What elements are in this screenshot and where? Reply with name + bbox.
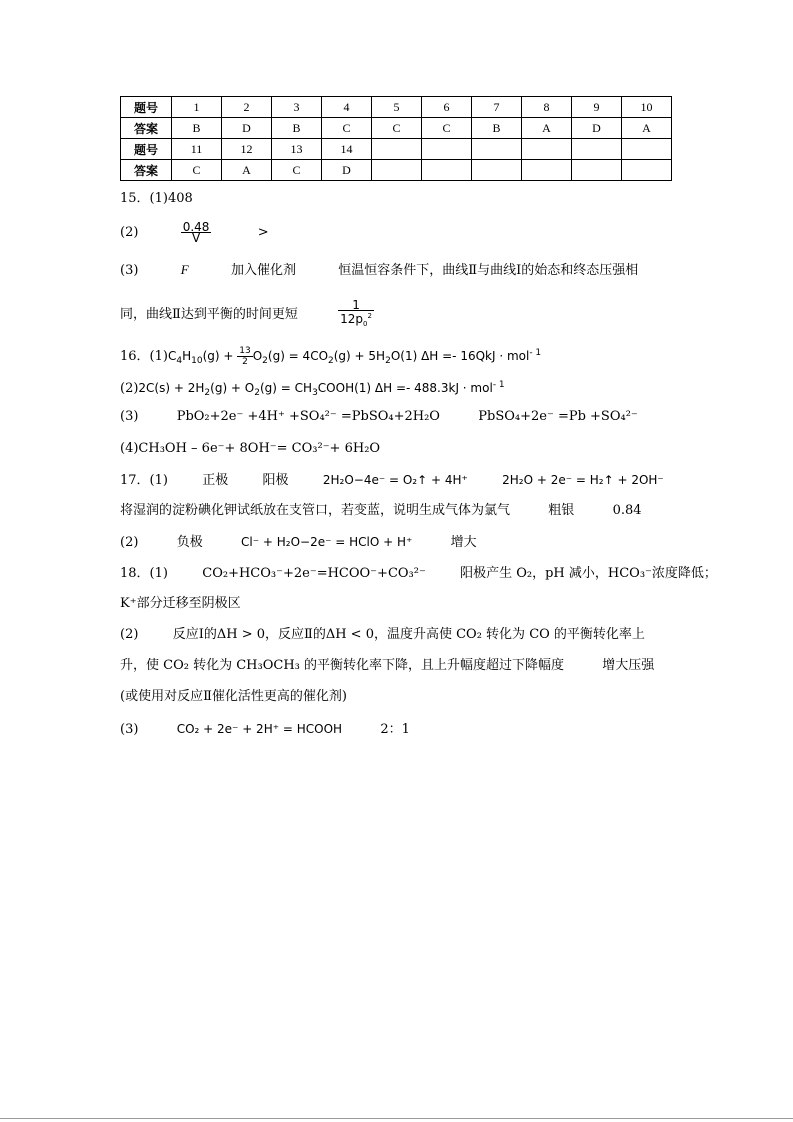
question-number: [472, 139, 522, 160]
q16-thermo-equation-1: $C_4H_{10}(g)$ + $\frac{13}{2}$ $O_2(g) = 4CO_2(g) + 5H_2O(1) \Delta H =- 16QkJ \cdot mol^{- 1}$: [167, 346, 542, 367]
answer-cell: B: [472, 118, 522, 139]
q17-part2-label: (2): [120, 535, 139, 550]
q18-part1-line2: K⁺部分迁移至阴极区: [120, 596, 241, 611]
q16-part2: [120, 376, 505, 402]
answer-cell: [422, 160, 472, 181]
q18-explanation-2: 反应Ⅰ的ΔH > 0，反应Ⅱ的ΔH < 0，温度升高使 CO₂ 转化为 CO 的平衡转化率上: [172, 627, 645, 642]
question-number: 4: [322, 97, 372, 118]
question-number: 10: [622, 97, 672, 118]
answer-cell: B: [172, 118, 222, 139]
q16-thermo-equation-2: $2C(s) + 2H_2(g) + O_2(g)$ = $CH_3COOH(1) \Delta H =- 488.3kJ \cdot mol^{- 1}$: [138, 380, 505, 398]
q18-equation-1: CO₂+HCO₃⁻+2e⁻=HCOO⁻+CO₃²⁻: [202, 566, 426, 581]
answer-cell: B: [272, 118, 322, 139]
question-number: 11: [172, 139, 222, 160]
row-label-question: 题号: [121, 139, 172, 160]
question-number: 6: [422, 97, 472, 118]
q18-part2-line3: (或使用对反应Ⅱ催化活性更高的催化剂): [120, 689, 347, 704]
answer-cell: D: [322, 160, 372, 181]
q16-part3-label: (3): [120, 409, 139, 424]
table-row-numbers-1: [121, 97, 672, 118]
question-number: [572, 139, 622, 160]
question-number: 7: [472, 97, 522, 118]
answer-cell: [372, 160, 422, 181]
q18-part1-label: 18．(1): [120, 566, 168, 581]
q17-part1: [120, 471, 664, 490]
table-row-numbers-2: [121, 139, 672, 160]
answer-cell: C: [372, 118, 422, 139]
q18-part1: [120, 565, 717, 583]
table-row-answers-1: [121, 118, 672, 139]
question-number: [622, 139, 672, 160]
q18-explanation-1: 阳极产生 O₂，pH 减小，HCO₃⁻浓度降低；: [460, 566, 717, 581]
q17-part1-label: 17．(1): [120, 473, 168, 488]
q16-part4: (4)CH₃OH – 6e⁻+ 8OH⁻= CO₃²⁻+ 6H₂O: [120, 441, 381, 456]
q16-part2-label: (2): [120, 381, 139, 396]
q16-electrode-equation-1: PbO₂+2e⁻ +4H⁺ +SO₄²⁻ =PbSO₄+2H₂O: [176, 409, 440, 424]
q15-part3-label: (3): [120, 263, 139, 278]
q17-answer-increase: 增大: [450, 535, 477, 550]
answer-cell: C: [422, 118, 472, 139]
question-number: 1: [172, 97, 222, 118]
q15-part2-label: (2): [120, 225, 139, 240]
q17-part1-line2: [120, 502, 642, 520]
fraction: $\frac{13}{2}$: [239, 346, 251, 367]
fraction-denominator: V: [191, 231, 201, 245]
q17-answer-negative: 负极: [176, 535, 203, 550]
question-number: 12: [222, 139, 272, 160]
answer-cell: A: [222, 160, 272, 181]
q17-answer-anode: 阳极: [262, 473, 289, 488]
q17-equation-2: 2H₂O + 2e⁻ = H₂↑ + 2OH⁻: [502, 473, 664, 487]
answer-cell: C: [272, 160, 322, 181]
answer-cell: [522, 160, 572, 181]
q15-reason-text: 恒温恒容条件下，曲线Ⅱ与曲线Ⅰ的始态和终态压强相: [338, 263, 639, 278]
q18-equation-2: CO₂ + 2e⁻ + 2H⁺ = HCOOH: [176, 722, 343, 736]
q17-answer-crude-silver: 粗银: [548, 503, 575, 518]
q18-answer-ratio: 2：1: [380, 722, 410, 737]
q15-catalyst-text: 加入催化剂: [230, 263, 296, 278]
q18-part2-label: (2): [120, 627, 139, 642]
q16-electrode-equation-2: PbSO₄+2e⁻ =Pb +SO₄²⁻: [478, 409, 638, 424]
row-label-answer: 答案: [121, 118, 172, 139]
q16-part3: [120, 408, 638, 426]
q15-curve-letter: F: [180, 262, 189, 277]
q15-reason-text-2: 同，曲线Ⅱ达到平衡的时间更短: [120, 307, 298, 322]
q18-answer-pressure: 增大压强: [602, 658, 655, 673]
question-number: [372, 139, 422, 160]
answer-cell: [472, 160, 522, 181]
answer-cell: C: [172, 160, 222, 181]
question-number: 3: [272, 97, 322, 118]
answer-table: [120, 96, 672, 181]
q16-part1: [120, 344, 541, 370]
q15-fraction: [181, 222, 212, 243]
answer-cell: [622, 160, 672, 181]
q18-part3-label: (3): [120, 722, 139, 737]
q17-equation-1: 2H₂O−4e⁻ = O₂↑ + 4H⁺: [322, 473, 468, 487]
q15-part3-line1: [120, 261, 638, 280]
answer-cell: A: [522, 118, 572, 139]
page-bottom-divider: [0, 1118, 793, 1119]
q18-explanation-3: 升，使 CO₂ 转化为 CH₃OCH₃ 的平衡转化率下降，且上升幅度超过下降幅度: [120, 658, 564, 673]
q15-part3-line2: [120, 300, 374, 329]
question-number: 8: [522, 97, 572, 118]
q18-part2-line2: [120, 657, 654, 675]
question-number: [522, 139, 572, 160]
answer-cell: C: [322, 118, 372, 139]
q16-part1-label: 16．(1): [120, 349, 168, 364]
fraction-denominator: $12p_0^2$: [340, 312, 372, 328]
table-row-answers-2: [121, 160, 672, 181]
q17-part2: [120, 533, 477, 552]
question-number: 5: [372, 97, 422, 118]
q18-part2-line1: [120, 626, 645, 644]
question-number: 2: [222, 97, 272, 118]
question-number: 9: [572, 97, 622, 118]
q17-answer-value: 0.84: [612, 503, 642, 518]
q15-kp-fraction: [338, 300, 374, 329]
q17-equation-3: Cl⁻ + H₂O−2e⁻ = HClO + H⁺: [241, 535, 413, 549]
row-label-answer: 答案: [121, 160, 172, 181]
fraction-numerator: 0.48: [182, 220, 210, 234]
answer-cell: D: [222, 118, 272, 139]
answer-cell: A: [622, 118, 672, 139]
q15-part2: [120, 222, 269, 243]
question-number: 14: [322, 139, 372, 160]
q18-part3: [120, 720, 410, 739]
q15-comparison-sign: >: [257, 225, 269, 240]
q17-test-method: 将湿润的淀粉碘化钾试纸放在支管口，若变蓝，说明生成气体为氯气: [120, 503, 511, 518]
answer-cell: D: [572, 118, 622, 139]
question-number: 13: [272, 139, 322, 160]
fraction-numerator: 1: [338, 300, 374, 311]
question-number: [422, 139, 472, 160]
answer-cell: [572, 160, 622, 181]
q17-answer-positive: 正极: [202, 473, 229, 488]
q15-part1: 15．(1)408: [120, 191, 193, 206]
row-label-question: 题号: [121, 97, 172, 118]
